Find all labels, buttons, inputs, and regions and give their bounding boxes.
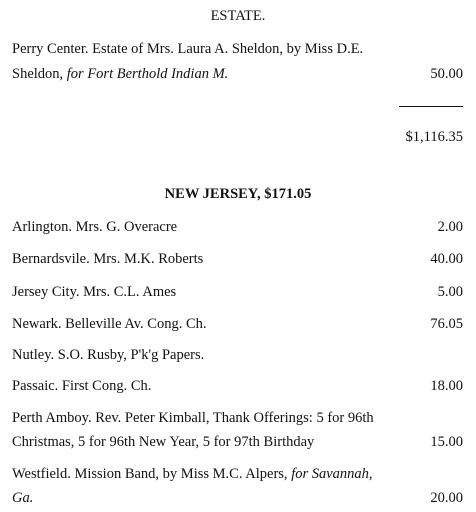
list-item: Arlington. Mrs. G. Overacre bbox=[12, 219, 178, 235]
list-item-amount: 2.00 bbox=[437, 219, 463, 235]
westfield-line2 bbox=[12, 490, 33, 507]
perth-line2: Christmas, 5 for 96th New Year, 5 for 97th Birthday bbox=[12, 434, 315, 450]
sum-rule bbox=[399, 106, 463, 107]
list-item-amount: 76.05 bbox=[430, 316, 463, 332]
westfield-line2-italic: Ga. bbox=[12, 490, 34, 506]
new-jersey-heading: NEW JERSEY, $171.05 bbox=[164, 186, 312, 202]
estate-heading: ESTATE. bbox=[210, 8, 266, 24]
estate-entry-line2-plain: Sheldon, bbox=[12, 66, 67, 82]
estate-entry-line2 bbox=[12, 66, 228, 83]
perth-amount: 15.00 bbox=[430, 434, 463, 450]
list-item: Jersey City. Mrs. C.L. Ames bbox=[12, 284, 177, 300]
perth-line1: Perth Amboy. Rev. Peter Kimball, Thank Offerings: 5 for 96th bbox=[12, 410, 374, 426]
list-item: Newark. Belleville Av. Cong. Ch. bbox=[12, 316, 207, 332]
westfield-line1 bbox=[12, 466, 373, 483]
list-item: Nutley. S.O. Rusby, P'k'g Papers. bbox=[12, 347, 205, 363]
list-item-amount: 18.00 bbox=[430, 378, 463, 394]
list-item-amount: 40.00 bbox=[430, 251, 463, 267]
westfield-line1-italic: for Savannah, bbox=[291, 466, 373, 482]
list-item: Passaic. First Cong. Ch. bbox=[12, 378, 152, 394]
estate-entry-amount: 50.00 bbox=[430, 66, 463, 82]
list-item-amount: 5.00 bbox=[437, 284, 463, 300]
list-item: Bernardsvile. Mrs. M.K. Roberts bbox=[12, 251, 204, 267]
westfield-amount: 20.00 bbox=[430, 490, 463, 506]
westfield-line1-plain: Westfield. Mission Band, by Miss M.C. Alpers, bbox=[12, 466, 292, 482]
estate-total: $1,116.35 bbox=[405, 129, 463, 145]
estate-entry-line1: Perry Center. Estate of Mrs. Laura A. Sheldon, by Miss D.E. bbox=[12, 41, 364, 57]
estate-entry-line2-italic: for Fort Berthold Indian M. bbox=[66, 66, 229, 82]
